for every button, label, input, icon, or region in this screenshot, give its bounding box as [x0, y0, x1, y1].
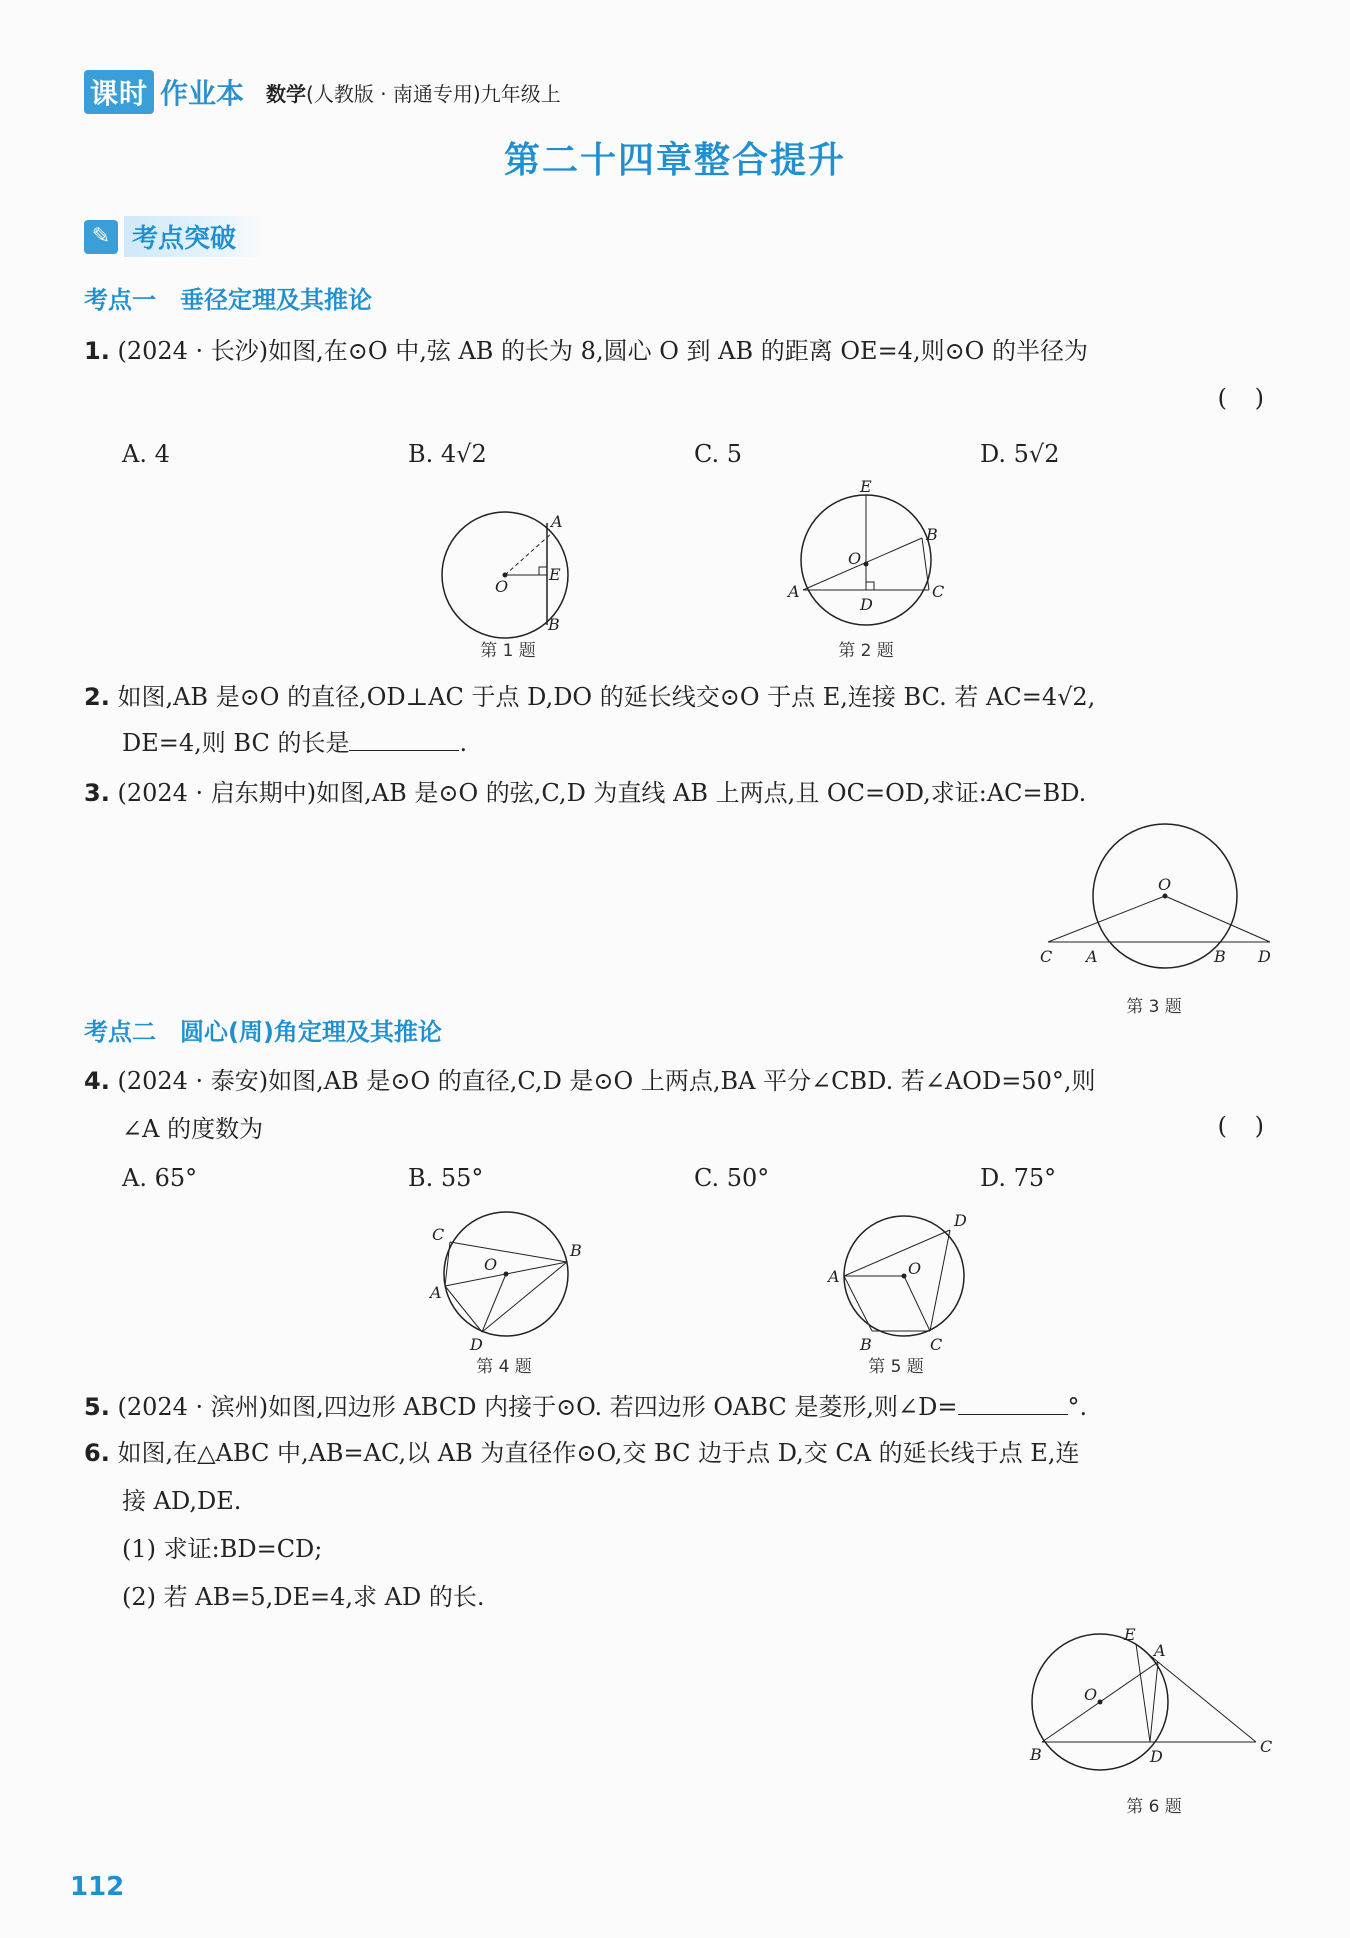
f3-center: [1163, 894, 1168, 899]
f2-bc: [922, 538, 929, 590]
q3-text: [84, 776, 1274, 810]
f1-oa: [505, 533, 552, 575]
kp-heading-1: 考点一 垂径定理及其推论: [84, 286, 372, 314]
q6-sub-1: (1) 求证:BD=CD;: [122, 1535, 323, 1563]
f6-center: [1098, 1700, 1103, 1705]
f5-label-b: B: [860, 1335, 872, 1354]
f2-label-o: O: [848, 549, 862, 568]
f3-label-c: C: [1040, 947, 1053, 966]
caption-5: 第 5 题: [868, 1357, 924, 1377]
figure-2: [786, 480, 956, 640]
page-title: 第二十四章整合提升: [503, 139, 846, 181]
f5-label-a: A: [828, 1267, 840, 1286]
f1-label-b: B: [548, 615, 560, 634]
f4-center: [504, 1272, 509, 1277]
q2-text-1: [84, 680, 1274, 714]
q2-num: 2.: [84, 683, 110, 711]
q5-num: 5.: [84, 1393, 110, 1421]
kp-heading-2: 考点二 圆心(周)角定理及其推论: [84, 1018, 442, 1046]
f6-label-d: D: [1150, 1747, 1163, 1766]
f5-dc: [930, 1230, 950, 1331]
q4-text-1: [84, 1064, 1274, 1098]
q4-answer-paren: ( ): [1217, 1112, 1274, 1140]
figure-6: [1020, 1620, 1280, 1790]
section-label: 考点突破: [124, 216, 266, 257]
f3-od: [1165, 896, 1270, 942]
q3-num: 3.: [84, 779, 110, 807]
f4-label-a: A: [430, 1283, 442, 1302]
f2-right-angle: [866, 582, 874, 590]
q2-answer-blank[interactable]: [349, 726, 459, 751]
figure-3: [1030, 820, 1280, 970]
f5-label-d: D: [954, 1211, 967, 1230]
subject-bold: 数学: [266, 81, 307, 106]
f5-label-o: O: [908, 1259, 922, 1278]
q1-text: [84, 334, 1274, 368]
f6-label-e: E: [1124, 1625, 1136, 1644]
q1-option-b: B. 4√2: [408, 440, 487, 468]
figure-4: [420, 1204, 590, 1354]
section-header: [84, 216, 266, 257]
f6-label-a: A: [1154, 1641, 1166, 1660]
caption-1: 第 1 题: [480, 641, 536, 661]
f4-label-b: B: [570, 1241, 582, 1260]
f4-cb: [450, 1242, 567, 1262]
logo-box: 课时: [84, 70, 154, 114]
caption-3: 第 3 题: [1126, 997, 1182, 1017]
f3-label-b: B: [1214, 947, 1226, 966]
q2-stem-1: 如图,AB 是⊙O 的直径,OD⊥AC 于点 D,DO 的延长线交⊙O 于点 E,连接 BC. 若 AC=4√2,: [117, 683, 1096, 711]
caption-6: 第 6 题: [1126, 1797, 1182, 1817]
f4-od: [482, 1274, 506, 1332]
q6-sub-2: (2) 若 AB=5,DE=4,求 AD 的长.: [122, 1583, 485, 1611]
q4-num: 4.: [84, 1067, 110, 1095]
page-number: 112: [70, 1872, 125, 1902]
q6-text-2: 接 AD,DE.: [122, 1487, 242, 1515]
f6-ed: [1136, 1644, 1150, 1742]
f2-label-d: D: [860, 595, 873, 614]
f1-label-e: E: [549, 565, 561, 584]
f2-label-c: C: [932, 582, 945, 601]
f6-label-b: B: [1030, 1745, 1042, 1764]
q1-option-d: D. 5√2: [980, 440, 1060, 468]
f1-label-o: O: [495, 577, 509, 596]
f6-ad: [1150, 1662, 1158, 1742]
q5-text: [84, 1390, 1274, 1424]
q1-option-c: C. 5: [694, 440, 743, 468]
f2-center: [864, 562, 869, 567]
f1-label-a: A: [551, 512, 563, 531]
f6-label-c: C: [1260, 1737, 1273, 1756]
q1-num: 1.: [84, 337, 110, 365]
caption-2: 第 2 题: [838, 641, 894, 661]
subject: [266, 78, 561, 107]
f3-label-o: O: [1158, 875, 1172, 894]
q1-answer-paren: ( ): [1217, 384, 1274, 412]
f4-ca: [445, 1242, 450, 1286]
q6-stem-1: 如图,在△ABC 中,AB=AC,以 AB 为直径作⊙O,交 BC 边于点 D,交 CA 的延长线于点 E,连: [117, 1439, 1080, 1467]
f2-label-b: B: [926, 525, 938, 544]
q6-num: 6.: [84, 1439, 110, 1467]
f5-center: [902, 1274, 907, 1279]
q4-option-c: C. 50°: [694, 1164, 770, 1192]
f3-label-d: D: [1258, 947, 1271, 966]
logo-text: 作业本: [160, 77, 245, 110]
caption-4: 第 4 题: [476, 1357, 532, 1377]
subject-rest: (人教版 · 南通专用)九年级上: [306, 81, 561, 106]
pencil-icon: ✎: [84, 220, 118, 254]
f4-label-o: O: [484, 1255, 498, 1274]
figure-1: [430, 500, 580, 650]
q6-text-1: [84, 1436, 1274, 1470]
q4-stem-1: (2024 · 泰安)如图,AB 是⊙O 的直径,C,D 是⊙O 上两点,BA 平分∠CBD. 若∠AOD=50°,则: [117, 1067, 1096, 1095]
f6-label-o: O: [1084, 1685, 1098, 1704]
header: [84, 70, 561, 114]
f5-label-c: C: [930, 1335, 943, 1354]
q5-stem: (2024 · 滨州)如图,四边形 ABCD 内接于⊙O. 若四边形 OABC 是菱形,则∠D=: [117, 1393, 958, 1421]
f4-label-c: C: [432, 1225, 445, 1244]
f5-oc: [904, 1276, 930, 1331]
q5-answer-blank[interactable]: [958, 1390, 1068, 1415]
f2-label-e: E: [860, 480, 872, 496]
q1-option-a: A. 4: [122, 440, 170, 468]
f5-ad: [844, 1230, 950, 1276]
f2-ab: [803, 538, 922, 590]
q4-option-b: B. 55°: [408, 1164, 484, 1192]
f4-ad: [445, 1286, 482, 1332]
q1-stem: (2024 · 长沙)如图,在⊙O 中,弦 AB 的长为 8,圆心 O 到 AB 的距离 OE=4,则⊙O 的半径为: [117, 337, 1088, 365]
f3-label-a: A: [1086, 947, 1098, 966]
figure-5: [814, 1204, 984, 1354]
f4-label-d: D: [470, 1335, 483, 1354]
f5-ab: [844, 1276, 872, 1331]
q5-tail: °.: [1067, 1393, 1088, 1421]
q4-option-d: D. 75°: [980, 1164, 1057, 1192]
q4-option-a: A. 65°: [122, 1164, 198, 1192]
q2-stem-2: DE=4,则 BC 的长是: [122, 729, 350, 757]
f1-right-angle: [539, 567, 547, 575]
f3-oc: [1048, 896, 1165, 942]
q2-text-2: DE=4,则 BC 的长是 .: [122, 726, 1312, 760]
f2-label-a: A: [788, 582, 800, 601]
q4-text-2: ∠A 的度数为: [122, 1115, 264, 1143]
q3-stem: (2024 · 启东期中)如图,AB 是⊙O 的弦,C,D 为直线 AB 上两点,且 OC=OD,求证:AC=BD.: [117, 779, 1087, 807]
